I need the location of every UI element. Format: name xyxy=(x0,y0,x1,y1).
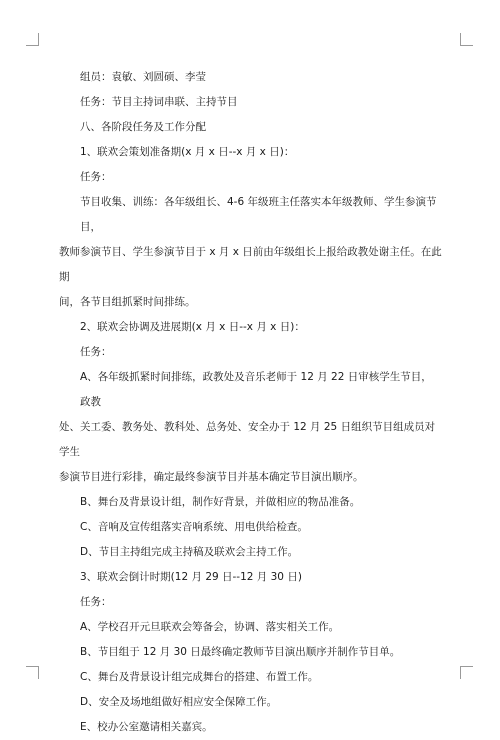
paragraph: C、音响及宣传组落实音响系统、用电供给检查。 xyxy=(80,521,308,533)
paragraph: B、舞台及背景设计组，制作好背景，并做相应的物品准备。 xyxy=(80,496,361,508)
subsection-heading: 3、联欢会倒计时期(12 月 29 日--12 月 30 日) xyxy=(80,571,302,583)
crop-mark-top-left xyxy=(26,33,39,46)
paragraph-continuation: 处、关工委、教务处、教科处、总务处、安全办于 12 月 25 日组织节目组成员对学生 xyxy=(59,421,436,458)
paragraph: A、学校召开元旦联欢会筹备会，协调、落实相关工作。 xyxy=(80,621,340,633)
paragraph: 组员：袁敏、刘圆硕、李莹 xyxy=(80,71,206,83)
subsection-heading: 2、联欢会协调及进展期(x 月 x 日--x 月 x 日)： xyxy=(80,321,305,333)
paragraph: B、节目组于 12 月 30 日最终确定教师节目演出顺序并制作节目单。 xyxy=(80,646,401,658)
paragraph: 任务： xyxy=(80,596,112,608)
paragraph: 任务： xyxy=(80,171,112,183)
crop-mark-top-right xyxy=(460,33,473,46)
paragraph-continuation: 间，各节目组抓紧时间排练。 xyxy=(59,296,196,308)
paragraph: C、舞台及背景设计组完成舞台的搭建、布置工作。 xyxy=(80,671,319,683)
subsection-heading: 1、联欢会策划准备期(x 月 x 日--x 月 x 日)： xyxy=(80,146,295,158)
document-body xyxy=(59,65,442,740)
paragraph: 任务：节目主持词串联、主持节目 xyxy=(80,96,238,108)
paragraph: A、各年级抓紧时间排练，政教处及音乐老师于 12 月 22 日审核学生节目，政教 xyxy=(80,371,432,408)
paragraph-continuation: 教师参演节目、学生参演节目于 x 月 x 日前由年级组长上报给政教处谢主任。在此期 xyxy=(59,246,442,283)
section-heading: 八、各阶段任务及工作分配 xyxy=(80,121,206,133)
paragraph: 节目收集、训练：各年级组长、4-6 年级班主任落实本年级教师、学生参演节目， xyxy=(80,196,437,233)
paragraph: E、校办公室邀请相关嘉宾。 xyxy=(80,721,213,733)
paragraph-continuation: 参演节目进行彩排，确定最终参演节目并基本确定节目演出顺序。 xyxy=(59,471,364,483)
paragraph: D、节目主持组完成主持稿及联欢会主持工作。 xyxy=(80,546,299,558)
crop-mark-bottom-left xyxy=(26,666,39,679)
paragraph: D、安全及场地组做好相应安全保障工作。 xyxy=(80,696,278,708)
paragraph: 任务： xyxy=(80,346,112,358)
crop-mark-bottom-right xyxy=(460,666,473,679)
